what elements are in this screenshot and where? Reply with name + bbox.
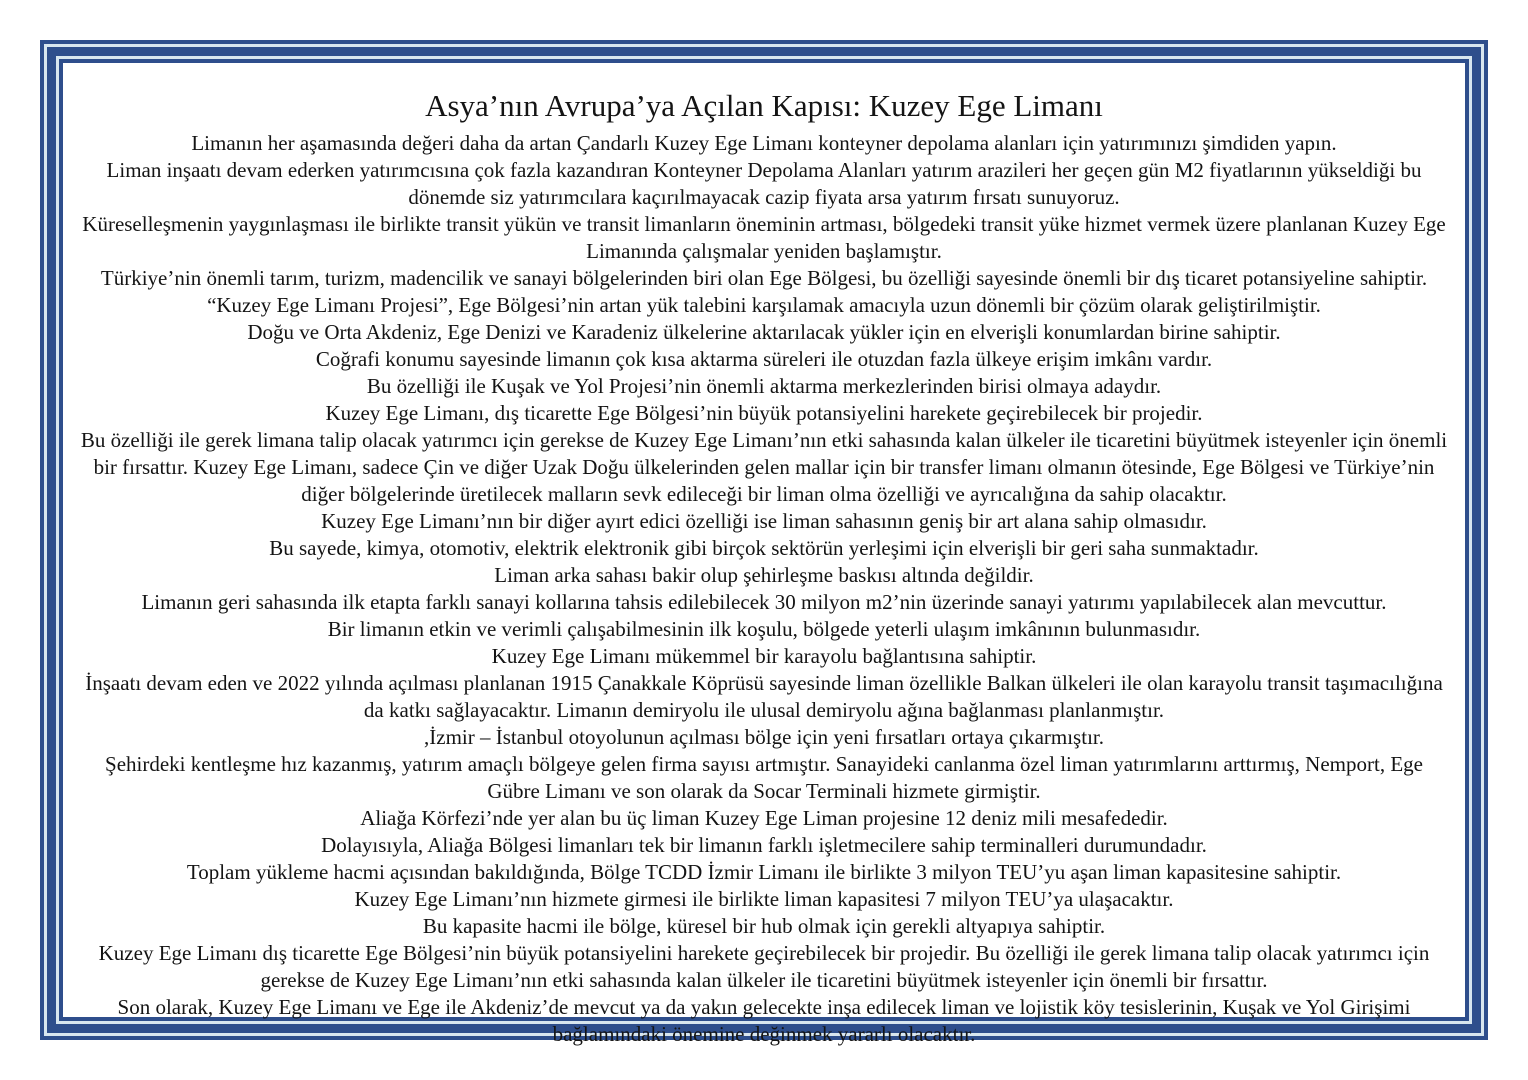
document-content — [63, 63, 1465, 1046]
paragraph: Doğu ve Orta Akdeniz, Ege Denizi ve Karadeniz ülkelerine aktarılacak yükler için en elverişli konumlardan birine sahiptir. — [247, 320, 1281, 344]
paragraph: Bu sayede, kimya, otomotiv, elektrik elektronik gibi birçok sektörün yerleşimi için elverişli bir geri saha sunmaktadır. — [269, 536, 1259, 560]
document-body — [77, 130, 1451, 1048]
paragraph: Limanın her aşamasında değeri daha da artan Çandarlı Kuzey Ege Limanı konteyner depolama alanları için yatırımınızı şimdiden yapın. — [191, 131, 1337, 155]
paragraph: Aliağa Körfezi’nde yer alan bu üç liman Kuzey Ege Liman projesine 12 deniz mili mesafededir. — [360, 806, 1168, 830]
paragraph: Liman arka sahası bakir olup şehirleşme baskısı altında değildir. — [494, 563, 1034, 587]
paragraph: Son olarak, Kuzey Ege Limanı ve Ege ile Akdeniz’de mevcut ya da yakın gelecekte inşa edilecek liman ve lojistik köy tesislerinin, Kuşak ve Yol Girişimi bağlamındaki önemine değinmek yararlı olacaktır. — [117, 995, 1411, 1046]
decorative-border-middle — [47, 47, 1481, 1046]
paragraph: Dolayısıyla, Aliağa Bölgesi limanları tek bir limanın farklı işletmecilere sahip terminalleri durumundadır. — [321, 833, 1207, 857]
paragraph: ,İzmir – İstanbul otoyolunun açılması bölge için yeni fırsatları ortaya çıkarmıştır. — [424, 725, 1104, 749]
paragraph: Kuzey Ege Limanı’nın hizmete girmesi ile birlikte liman kapasitesi 7 milyon TEU’ya ulaşacaktır. — [354, 887, 1174, 911]
paragraph: Türkiye’nin önemli tarım, turizm, madencilik ve sanayi bölgelerinden biri olan Ege Bölgesi, bu özelliği sayesinde önemli bir dış ticaret potansiyeline sahiptir. — [100, 266, 1428, 290]
paragraph: Toplam yükleme hacmi açısından bakıldığında, Bölge TCDD İzmir Limanı ile birlikte 3 milyon TEU’yu aşan liman kapasitesine sahiptir. — [186, 860, 1342, 884]
paragraph: “Kuzey Ege Limanı Projesi”, Ege Bölgesi’nin artan yük talebini karşılamak amacıyla uzun dönemli bir çözüm olarak geliştirilmiştir. — [207, 293, 1321, 317]
paragraph: Küreselleşmenin yaygınlaşması ile birlikte transit yükün ve transit limanların öneminin artması, bölgedeki transit yüke hizmet vermek üzere planlanan Kuzey Ege Limanında çalışmalar yeniden başlamıştır. — [82, 212, 1446, 263]
paragraph: Kuzey Ege Limanı dış ticarette Ege Bölgesi’nin büyük potansiyelini harekete geçirebilecek bir projedir. Bu özelliği ile gerek limana talip olacak yatırımcı için gerekse de Kuzey Ege Limanı’nın etki sahasında kalan ülkeler ile ticaretini büyütmek isteyenler için önemli bir fırsattır. — [98, 941, 1430, 992]
paragraph: Limanın geri sahasında ilk etapta farklı sanayi kollarına tahsis edilebilecek 30 milyon m2’nin üzerinde sanayi yatırımı yapılabilecek alan mevcuttur. — [141, 590, 1387, 614]
paragraph: Coğrafi konumu sayesinde limanın çok kısa aktarma süreleri ile otuzdan fazla ülkeye erişim imkânı vardır. — [315, 347, 1213, 371]
paragraph: Bu kapasite hacmi ile bölge, küresel bir hub olmak için gerekli altyapıya sahiptir. — [422, 914, 1106, 938]
paragraph: Bu özelliği ile gerek limana talip olacak yatırımcı için gerekse de Kuzey Ege Limanı’nın etki sahasında kalan ülkeler ile ticaretini büyütmek isteyenler için önemli bir fırsattır. Kuzey Ege Limanı, sadece Çin ve diğer Uzak Doğu ülkelerinden gelen mallar için bir transfer limanı olmanın ötesinde, Ege Bölgesi ve Türkiye’nin diğer bölgelerinde üretilecek malların sevk edileceği bir liman olma özelliği ve ayrıcalığına da sahip olacaktır. — [80, 428, 1448, 506]
paragraph: İnşaatı devam eden ve 2022 yılında açılması planlanan 1915 Çanakkale Köprüsü sayesinde liman özellikle Balkan ülkeleri ile olan karayolu transit taşımacılığına da katkı sağlayacaktır. Limanın demiryolu ile ulusal demiryolu ağına bağlanması planlanmıştır. — [85, 671, 1443, 722]
paragraph: Kuzey Ege Limanı, dış ticarette Ege Bölgesi’nin büyük potansiyelini harekete geçirebilecek bir projedir. — [325, 401, 1203, 425]
paragraph: Kuzey Ege Limanı’nın bir diğer ayırt edici özelliği ise liman sahasının geniş bir art alana sahip olmasıdır. — [321, 509, 1207, 533]
paragraph: Bir limanın etkin ve verimli çalışabilmesinin ilk koşulu, bölgede yeterli ulaşım imkânının bulunmasıdır. — [327, 617, 1201, 641]
decorative-border-outer — [40, 40, 1488, 1046]
paragraph: Liman inşaatı devam ederken yatırımcısına çok fazla kazandıran Konteyner Depolama Alanları yatırım arazileri her geçen gün M2 fiyatlarının yükseldiği bu dönemde siz yatırımcılara kaçırılmayacak cazip fiyata arsa yatırım fırsatı sunuyoruz. — [106, 158, 1422, 209]
decorative-border-inner — [59, 59, 1469, 1046]
paragraph: Bu özelliği ile Kuşak ve Yol Projesi’nin önemli aktarma merkezlerinden birisi olmaya adaydır. — [366, 374, 1162, 398]
page-title: Asya’nın Avrupa’ya Açılan Kapısı: Kuzey Ege Limanı — [425, 88, 1103, 123]
paragraph: Kuzey Ege Limanı mükemmel bir karayolu bağlantısına sahiptir. — [491, 644, 1037, 668]
paragraph: Şehirdeki kentleşme hız kazanmış, yatırım amaçlı bölgeye gelen firma sayısı artmıştır. Sanayideki canlanma özel liman yatırımlarını arttırmış, Nemport, Ege Gübre Limanı ve son olarak da Socar Terminali hizmete girmiştir. — [105, 752, 1423, 803]
